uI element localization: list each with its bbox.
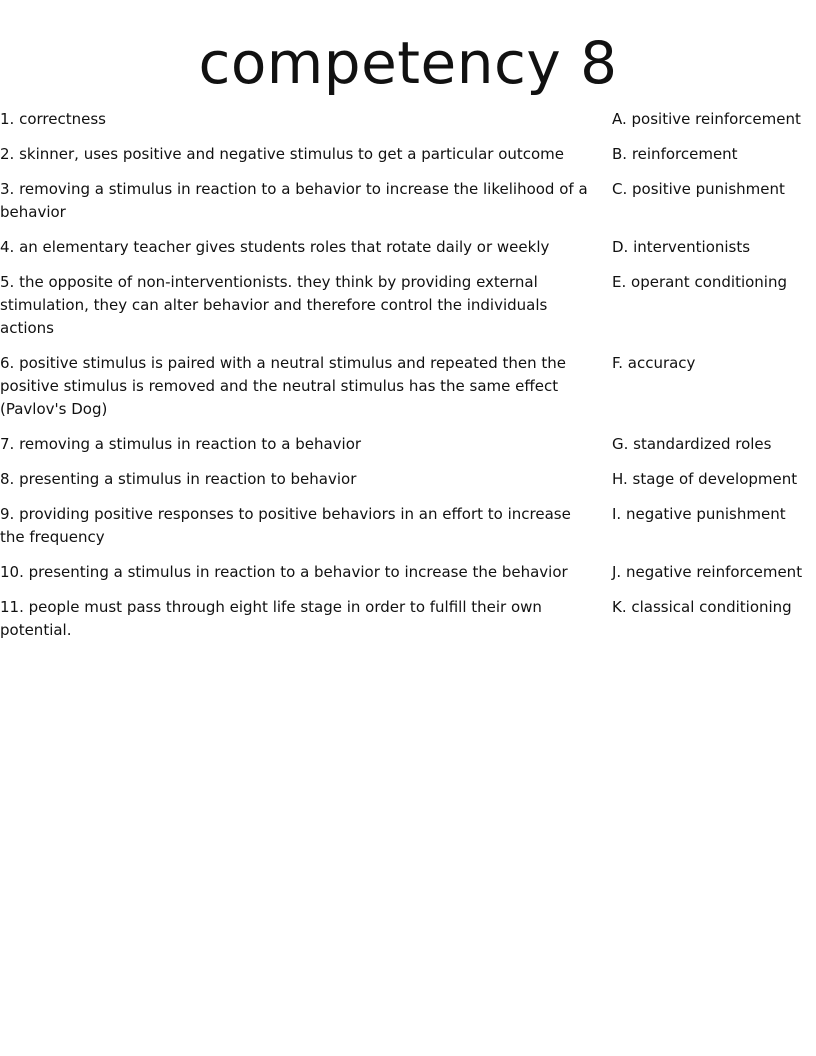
- answer-item: B. reinforcement: [612, 145, 738, 163]
- question-item: 10. presenting a stimulus in reaction to a behavior to increase the behavior: [0, 563, 568, 581]
- matching-row: [0, 236, 816, 259]
- answer-item: J. negative reinforcement: [612, 563, 803, 581]
- matching-row: [0, 561, 816, 584]
- matching-row: [0, 503, 816, 549]
- question-item: 2. skinner, uses positive and negative stimulus to get a particular outcome: [0, 145, 565, 163]
- answer-item: K. classical conditioning: [612, 598, 792, 616]
- question-item: 4. an elementary teacher gives students roles that rotate daily or weekly: [0, 238, 550, 256]
- matching-row: [0, 352, 816, 421]
- matching-row: [0, 271, 816, 340]
- question-item: 3. removing a stimulus in reaction to a behavior to increase the likelihood of a behavior: [0, 180, 588, 221]
- answer-item: I. negative punishment: [612, 505, 786, 523]
- matching-row: [0, 596, 816, 642]
- answer-item: G. standardized roles: [612, 435, 772, 453]
- matching-row: [0, 108, 816, 131]
- answer-item: H. stage of development: [612, 470, 798, 488]
- answer-item: D. interventionists: [612, 238, 751, 256]
- answer-item: C. positive punishment: [612, 180, 785, 198]
- matching-list: [0, 108, 816, 642]
- question-item: 8. presenting a stimulus in reaction to behavior: [0, 470, 357, 488]
- page-title: competency 8: [198, 29, 618, 97]
- matching-row: [0, 143, 816, 166]
- question-item: 7. removing a stimulus in reaction to a behavior: [0, 435, 362, 453]
- matching-row: [0, 468, 816, 491]
- answer-item: A. positive reinforcement: [612, 110, 801, 128]
- question-item: 6. positive stimulus is paired with a neutral stimulus and repeated then the positive stimulus is removed and the neutral stimulus has the same effect (Pavlov's Dog): [0, 354, 567, 418]
- question-item: 11. people must pass through eight life stage in order to fulfill their own potential.: [0, 598, 542, 639]
- question-item: 5. the opposite of non-interventionists. they think by providing external stimulation, they can alter behavior and therefore control the individuals actions: [0, 273, 548, 337]
- matching-row: [0, 178, 816, 224]
- answer-item: F. accuracy: [612, 354, 696, 372]
- question-item: 9. providing positive responses to positive behaviors in an effort to increase the frequency: [0, 505, 571, 546]
- question-item: 1. correctness: [0, 110, 106, 128]
- matching-row: [0, 433, 816, 456]
- answer-item: E. operant conditioning: [612, 273, 788, 291]
